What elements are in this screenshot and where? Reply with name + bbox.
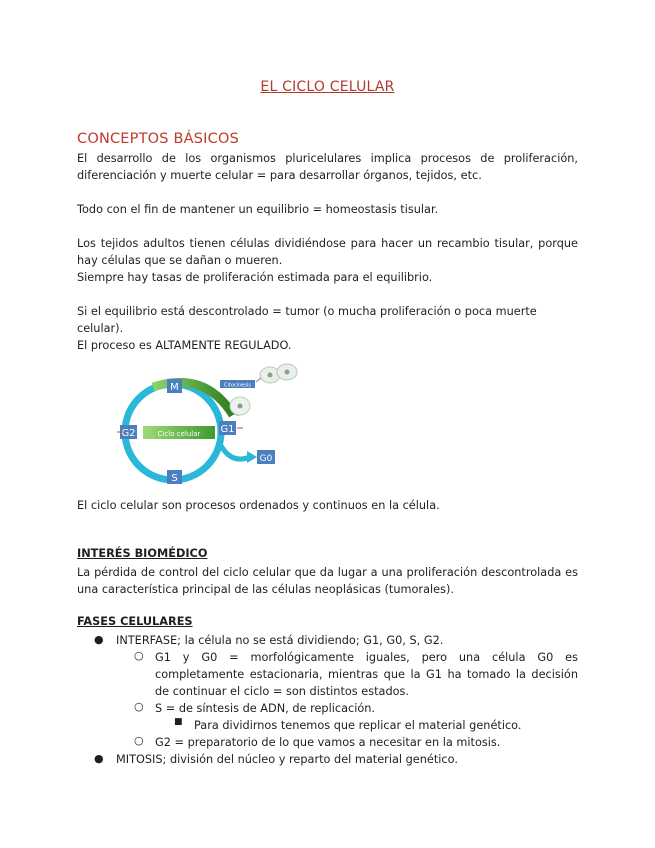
paragraph-interes: La pérdida de control del ciclo celular que da lugar a una proliferación descontrolada es una característica principal de las células neoplásicas (tumorales).	[77, 566, 578, 596]
bullet-circle: ○	[134, 700, 144, 713]
cell-icon	[230, 397, 250, 415]
list-item-g2: G2 = preparatorio de lo que vamos a necesitar en la mitosis.	[155, 736, 501, 749]
list-item-s: S = de síntesis de ADN, de replicación.	[155, 702, 376, 715]
bullet-circle: ○	[134, 734, 144, 747]
bullet-disc: ●	[94, 752, 104, 765]
page-title: EL CICLO CELULAR	[260, 79, 395, 95]
paragraph-regulado: El proceso es ALTAMENTE REGULADO.	[77, 339, 292, 352]
daughter-cells-icon	[256, 364, 297, 383]
list-item-mitosis: MITOSIS; división del núcleo y reparto del material genético.	[116, 753, 458, 766]
phase-m-label: M	[170, 382, 179, 393]
phase-g2-label: G2	[121, 428, 136, 439]
phase-g1-label: G1	[220, 424, 235, 435]
g0-arrow	[219, 442, 250, 459]
list-item-interfase: INTERFASE; la célula no se está dividiendo; G1, G0, S, G2.	[116, 634, 444, 647]
section-heading-interes: INTERÉS BIOMÉDICO	[77, 547, 208, 560]
list-item-g1-g0: G1 y G0 = morfológicamente iguales, pero una célula G0 es completamente estacionaria, mientras que la G1 ha tomado la decisión de continuar el ciclo = son distintos estados.	[155, 651, 578, 698]
bullet-disc: ●	[94, 633, 104, 646]
paragraph-tasas: Siempre hay tasas de proliferación estimada para el equilibrio.	[77, 271, 433, 284]
cell-cycle-diagram	[115, 360, 305, 490]
paragraph-equilibrio: Todo con el fin de mantener un equilibrio = homeostasis tisular.	[77, 203, 439, 216]
section-heading-fases: FASES CELULARES	[77, 615, 193, 628]
list-item-replicar: Para dividirnos tenemos que replicar el material genético.	[194, 719, 522, 732]
bullet-square: ■	[174, 717, 183, 727]
center-label: Ciclo celular	[157, 430, 201, 438]
section-heading-conceptos: CONCEPTOS BÁSICOS	[77, 131, 239, 147]
paragraph-desarrollo: El desarrollo de los organismos pluricelulares implica procesos de proliferación, diferenciación y muerte celular = para desarrollar órganos, tejidos, etc.	[77, 152, 578, 182]
g0-arrow-head	[247, 451, 257, 463]
phase-s-label: S	[171, 473, 178, 484]
tag-label: Citocinesis	[224, 382, 251, 389]
paragraph-tejidos: Los tejidos adultos tienen células dividiéndose para hacer un recambio tisular, porque hay células que se dañan o mueren.	[77, 237, 578, 267]
bullet-circle: ○	[134, 649, 144, 662]
paragraph-caption: El ciclo celular son procesos ordenados y continuos en la célula.	[77, 499, 440, 512]
paragraph-tumor: Si el equilibrio está descontrolado = tumor (o mucha proliferación o poca muerte celular).	[77, 305, 537, 335]
phase-g0-label: G0	[259, 454, 273, 464]
